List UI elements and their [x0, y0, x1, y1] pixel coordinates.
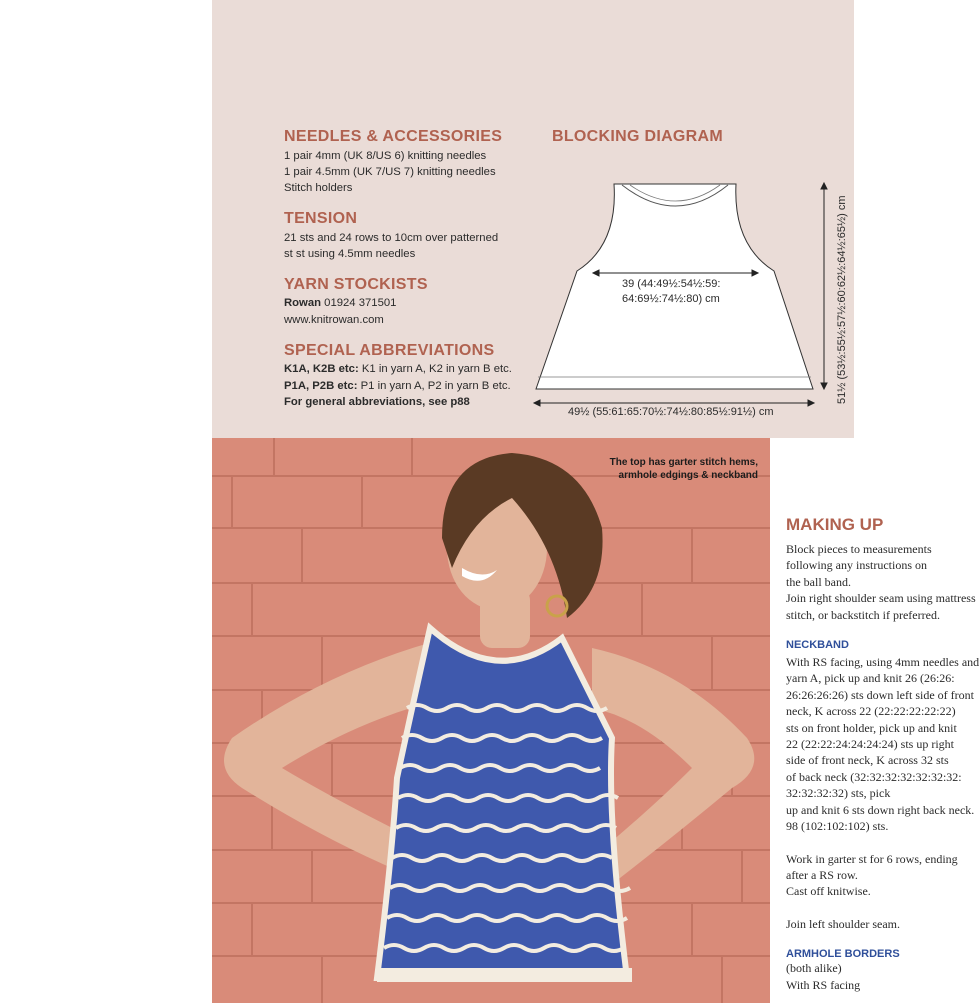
tension-heading: TENSION — [284, 210, 358, 227]
length-measure: 51½ (53½:55½:57½:60:62½:64½:65½) cm — [836, 195, 848, 404]
making-up-column — [786, 515, 979, 993]
abbrev-heading: SPECIAL ABBREVIATIONS — [284, 342, 495, 359]
neckband-line: 22 (22:22:24:24:24:24) sts up right — [786, 737, 954, 752]
making-up-line: following any instructions on — [786, 558, 927, 573]
neckband-line: up and knit 6 sts down right back neck. — [786, 802, 975, 817]
making-up-line: stitch, or backstitch if preferred. — [786, 607, 940, 622]
needles-line: 1 pair 4.5mm (UK 7/US 7) knitting needles — [284, 166, 496, 178]
length-arrow — [821, 183, 827, 389]
making-up-line: Join right shoulder seam using mattress — [786, 591, 976, 606]
making-up-heading: MAKING UP — [786, 515, 884, 534]
neckband-line: of back neck (32:32:32:32:32:32:32: — [786, 769, 962, 784]
armhole-line: (both alike) — [786, 961, 842, 976]
model-photo — [212, 438, 770, 1003]
abbrev-term: P1A, P2B etc: — [284, 380, 358, 392]
pattern-page — [212, 0, 979, 1003]
yarn-web: www.knitrowan.com — [284, 314, 384, 326]
neckband-line: 98 (102:102:102) sts. — [786, 819, 889, 834]
join-left-line: Join left shoulder seam. — [786, 916, 900, 931]
neckband-line: neck, K across 22 (22:22:22:22:22) — [786, 704, 956, 719]
neckband-line: 32:32:32:32) sts, pick — [786, 786, 891, 801]
neckband-heading: NECKBAND — [786, 639, 849, 652]
abbrev-see-also: For general abbreviations, see p88 — [284, 396, 470, 408]
yarn-phone-line — [284, 295, 396, 311]
armhole-heading: ARMHOLE BORDERS — [786, 948, 900, 961]
making-up-line: Block pieces to measurements — [786, 542, 932, 556]
garter-line: Cast off knitwise. — [786, 884, 871, 899]
tension-line: st st using 4.5mm needles — [284, 248, 416, 260]
neckband-line: 26:26:26:26) sts down left side of front — [786, 687, 974, 702]
abbrev-def: K1 in yarn A, K2 in yarn B etc. — [361, 363, 512, 375]
tension-line: 21 sts and 24 rows to 10cm over patterned — [284, 232, 499, 244]
abbrev-term: K1A, K2B etc: — [284, 363, 359, 375]
chest-measure-1: 39 (44:49½:54½:59: — [622, 278, 721, 290]
making-up-line: the ball band. — [786, 574, 851, 589]
abbrev-line — [284, 378, 511, 394]
neckband-line: yarn A, pick up and knit 26 (26:26: — [786, 671, 955, 686]
garter-line: Work in garter st for 6 rows, ending — [786, 851, 958, 866]
armhole-line: With RS facing — [786, 977, 861, 992]
hem-measure: 49½ (55:61:65:70½:74½:80:85½:91½) cm — [568, 406, 774, 418]
needles-line: Stitch holders — [284, 182, 353, 194]
garter-line: after a RS row. — [786, 867, 858, 882]
photo-caption: The top has garter stitch hems, armhole edgings & neckband — [609, 457, 758, 481]
needles-line: 1 pair 4mm (UK 8/US 6) knitting needles — [284, 150, 487, 162]
needles-heading: NEEDLES & ACCESSORIES — [284, 128, 503, 145]
yarn-phone: 01924 371501 — [324, 297, 397, 309]
blocking-heading: BLOCKING DIAGRAM — [552, 128, 724, 145]
earring — [547, 596, 567, 616]
abbrev-line — [284, 361, 512, 377]
photo-illustration — [212, 438, 770, 1003]
chest-measure-2: 64:69½:74½:80) cm — [622, 293, 720, 305]
neckband-line: sts on front holder, pick up and knit — [786, 720, 957, 735]
abbrev-def: P1 in yarn A, P2 in yarn B etc. — [360, 380, 511, 392]
yarn-heading: YARN STOCKISTS — [284, 276, 428, 293]
neckband-line: side of front neck, K across 32 sts — [786, 753, 949, 768]
yarn-brand: Rowan — [284, 297, 322, 309]
neckband-line: With RS facing, using 4mm needles and — [786, 655, 979, 670]
